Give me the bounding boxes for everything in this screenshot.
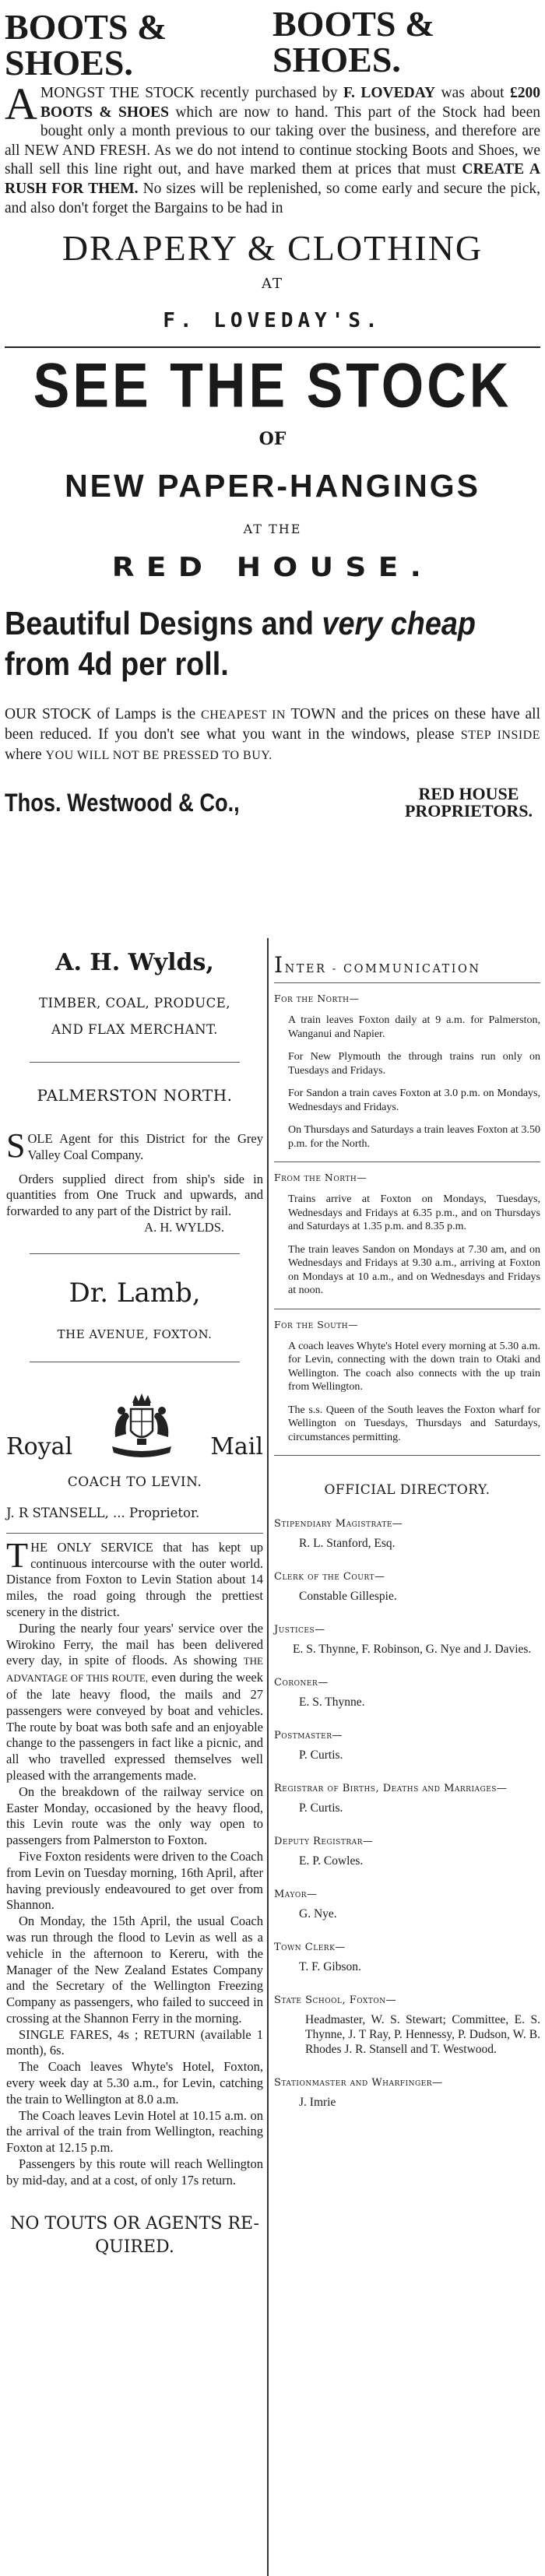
boots-body-f: No sizes will be replenished, so come early and secure the pick, and also don't forget the Bargains to be had in [5, 180, 540, 216]
directory-entry [274, 1994, 540, 2057]
mail-para2-b: THE ADVANTAGE OF THIS ROUTE, [6, 1655, 263, 1685]
directory-entry [274, 1889, 540, 1921]
lamps-e: where [5, 747, 46, 764]
boots-line1-c: recently purchased by [194, 85, 338, 101]
palmerston-north: PALMERSTON NORTH. [37, 1086, 233, 1105]
mail-para5: On Monday, the 15th April, the usual Coach was run through the flood to Levin as well as a vehicle in the afternoon to Kereru, with the Manager of the New Zealand Estates Company and the Secretary of the Wellington Freezing Company as passengers, who failed to succeed in crossing at the Shannon Ferry in the morning. [6, 1914, 263, 2026]
directory-label: Justices— [274, 1624, 325, 1636]
royal-word: Royal [6, 1432, 73, 1460]
directory-value: Headmaster, W. S. Stewart; Committee, E. S. Thynne, J. T Ray, P. Hennessy, P. Dudson, W. B. Rhodes J. R. Stansell and T. Westwood. [305, 2013, 540, 2056]
wylds-sub-2: AND FLAX MERCHANT. [51, 1022, 218, 1037]
mail-para6: The Coach leaves Whyte's Hotel, Foxton, every week day at 5.30 a.m., for Levin, catching the train to Wellington at 8.0 a.m. [6, 2059, 263, 2107]
directory-entry [274, 1783, 540, 1815]
boots-body [5, 79, 541, 218]
wylds-signature: A. H. WYLDS. [144, 1219, 224, 1235]
boots-header [5, 0, 540, 84]
directory-label: Deputy Registrar— [274, 1836, 374, 1847]
south-entry-1: A coach leaves Whyte's Hotel every morning at 5.30 a.m. for Levin, connecting with the down train to Otaki and Wellington. The coach also connects with the up train from Wellington. [288, 1340, 540, 1393]
directory-label: Registrar of Births, Deaths and Marriages— [274, 1783, 508, 1794]
boots-line1-a: MONGST THE [40, 85, 146, 101]
proprietors [405, 785, 533, 820]
dr-lamb: Dr. Lamb, [69, 1277, 201, 1309]
beautiful-b: very cheap [322, 605, 476, 642]
directory-label: Town Clerk— [274, 1942, 346, 1953]
beautiful-c: from 4d per roll. [5, 645, 229, 683]
right-column [274, 930, 540, 2110]
wylds-sub [6, 990, 263, 1043]
mail-fares [6, 2027, 263, 2060]
no-touts [6, 2212, 263, 2259]
directory-entry [274, 1836, 540, 1868]
single-fares-label: SINGLE FARES [19, 2026, 109, 2042]
lamb-address: THE AVENUE, FOXTON. [57, 1327, 213, 1341]
north-entry-1: A train leaves Foxton daily at 9 a.m. for Palmerston, Wanganui and Napier. [288, 1014, 540, 1040]
mail-para2-a: During the nearly four years' service over the Wirokino Ferry, the mail has been delivered every day, in spite of floods. As showing [6, 1620, 263, 1668]
stansell-rule [6, 1533, 263, 1534]
mail-para1 [6, 1534, 263, 1621]
wylds-agent-text: OLE Agent for this District for the Grey Valley Coal Company. [27, 1131, 263, 1162]
directory-entry [274, 1942, 540, 1974]
paper-hangings: NEW PAPER-HANGINGS [65, 468, 480, 504]
at-label: AT [261, 276, 284, 293]
inter-rule [274, 982, 540, 983]
directory-entry [274, 1571, 540, 1604]
mail-word: Mail [210, 1432, 263, 1460]
two-column-section [0, 930, 545, 2576]
royal-mail-header [6, 1390, 263, 1465]
boots-amount: £200 BOOTS & SHOES [40, 85, 541, 121]
no-touts-1: NO TOUTS OR AGENTS RE- [10, 2213, 259, 2233]
stansell-proprietor: J. R STANSELL, ... Proprietor. [6, 1505, 200, 1520]
directory-label: Coroner— [274, 1677, 329, 1689]
mail-para1-text: HE ONLY SERVICE that has kept up continuous intercourse with the outer world. Distance from Foxton to Levin Station about 14 miles, the road going through the prettiest scenery in the district. [6, 1539, 263, 1619]
directory-label: Stipendiary Magistrate— [274, 1518, 403, 1530]
directory-value: E. S. Thynne. [299, 1696, 365, 1709]
directory-value: E. S. Thynne, F. Robinson, G. Nye and J. Davies. [293, 1643, 532, 1656]
section-rule [5, 346, 540, 348]
see-the-stock: SEE THE STOCK [33, 350, 512, 421]
directory-entry [274, 2077, 540, 2110]
westwood-row [5, 785, 540, 820]
boots-title-right: BOOTS & SHOES. [272, 4, 435, 79]
westwood-name: Thos. Westwood & Co., [5, 788, 240, 817]
lamps-d: STEP INSIDE [460, 729, 541, 743]
wylds-rule [30, 1062, 240, 1063]
directory-value: Constable Gillespie. [299, 1590, 397, 1603]
lamps-f: YOU WILL NOT BE PRESSED TO BUY. [45, 749, 272, 763]
directory-value: T. F. Gibson. [299, 1960, 361, 1973]
for-the-north: For the North— [274, 993, 360, 1004]
inter-head-text: NTER - COMMUNICATION [284, 963, 481, 975]
boots-title-left: BOOTS & SHOES. [5, 7, 167, 83]
lamps-b: CHEAPEST IN [201, 708, 286, 722]
beautiful-a: Beautiful Designs and [5, 605, 322, 642]
boots-line1-b: STOCK [145, 85, 195, 101]
loveday-name: F. LOVEDAY'S. [163, 309, 382, 333]
directory-label: Stationmaster and Wharfinger— [274, 2077, 443, 2089]
directory-value: G. Nye. [299, 1907, 337, 1921]
beautiful-designs [5, 603, 540, 684]
fares-b: , 4s ; [108, 2026, 144, 2042]
lamps-paragraph [5, 705, 540, 765]
drop-cap-s: S [6, 1126, 26, 1165]
directory-label: Mayor— [274, 1889, 318, 1900]
loveday-inline: F. LOVEDAY [343, 85, 436, 101]
boots-body-b: was about [435, 85, 511, 101]
mail-para4: Five Foxton residents were driven to the Coach from Levin on Tuesday morning, 16th April, after having previously endeavoured to get over from Shannon. [6, 1848, 263, 1913]
from-north-entry-1: Trains arrive at Foxton on Mondays, Tuesdays, Wednesdays and Fridays at 6.35 p.m., and on Thursdays and Saturdays at 1.35 p.m. and 8.35 p.m. [288, 1193, 540, 1232]
directory-value: R. L. Stanford, Esq. [299, 1537, 396, 1550]
mail-para3: On the breakdown of the railway service on Easter Monday, occasioned by the heavy flood, this Levin route was the only way open to passengers from Palmerston to Foxton. [6, 1784, 263, 1848]
proprietors-line2: PROPRIETORS. [404, 801, 533, 821]
coach-to-levin: COACH TO LEVIN. [67, 1474, 202, 1490]
north-entry-4: On Thursdays and Saturdays a train leaves Foxton at 3.50 p.m. for the North. [288, 1124, 540, 1150]
directory-value: P. Curtis. [299, 1801, 343, 1815]
royal-crest-icon [109, 1390, 174, 1465]
drapery-clothing: DRAPERY & CLOTHING [62, 228, 483, 269]
wylds-orders: Orders supplied direct from ship's side in quantities from One Truck and upwards, and forwarded to any part of the District by rail. [6, 1171, 263, 1219]
official-directory-title: OFFICIAL DIRECTORY. [324, 1482, 490, 1498]
fares-d: (available 1 month), 6s. [6, 2026, 263, 2058]
directory-label: State School, Foxton— [274, 1994, 397, 2006]
wylds-agent [6, 1126, 263, 1165]
left-column [6, 930, 263, 2259]
wylds-name: A. H. Wylds, [55, 949, 214, 976]
lamps-a: OUR STOCK of Lamps is the [5, 706, 202, 723]
south-rule [274, 1455, 540, 1456]
directory-value: P. Curtis. [299, 1748, 343, 1762]
mail-para7: The Coach leaves Levin Hotel at 10.15 a.m. on the arrival of the train from Wellington, reaching Foxton at 12.15 p.m. [6, 2107, 263, 2156]
north-rule [274, 1161, 540, 1162]
boots-body-d: which are now to hand. This part of the Stock had been bought only a month previous to our taking over the business, and therefore are all NEW AND FRESH. As we do not intend to continue stocking Boots and Shoes, we shall sell this line right out, and have marked them at prices that must [5, 104, 540, 178]
directory-entry [274, 1677, 540, 1710]
directory-value: E. P. Cowles. [299, 1854, 364, 1868]
from-north-entry-2: The train leaves Sandon on Mondays at 7.30 am, and on Wednesdays and Fridays at 9.30 a.m., arriving at Foxton on Mondays at 10 a.m., and on Wednesdays and Fridays at noon. [288, 1243, 540, 1296]
inter-communication-heading [274, 952, 540, 978]
directory-label: Postmaster— [274, 1730, 343, 1741]
create-rush: CREATE A RUSH FOR THEM. [5, 161, 541, 197]
mail-para2 [6, 1621, 263, 1784]
red-house-name: RED HOUSE. [111, 552, 434, 584]
north-entry-3: For Sandon a train caves Foxton at 3.0 p.m. on Mondays, Wednesdays and Fridays. [288, 1088, 540, 1113]
from-the-north: From the North— [274, 1172, 367, 1183]
of-label: OF [258, 429, 287, 450]
drop-cap-i: I [274, 952, 285, 978]
directory-label: Clerk of the Court— [274, 1571, 385, 1583]
south-entry-2: The s.s. Queen of the South leaves the Foxton wharf for Wellington on Tuesdays, Thursdays and Saturdays, circumstances permitting. [288, 1404, 540, 1443]
at-the-label: AT THE [243, 522, 302, 537]
directory-value: J. Imrie [299, 2096, 336, 2109]
drop-cap-t: T [6, 1534, 29, 1575]
for-the-south: For the South— [274, 1318, 359, 1330]
lamps-c: TOWN and the prices on these have all been reduced. If you don't see what you want in the windows, please [5, 706, 540, 743]
column-divider [267, 938, 269, 2576]
proprietors-line1: RED HOUSE [418, 784, 519, 804]
mail-para8: Passengers by this route will reach Wellington by mid-day, and at a cost, of only 17s return. [6, 2156, 263, 2188]
no-touts-2: QUIRED. [95, 2237, 174, 2257]
directory-entry [274, 1730, 540, 1762]
return-label: RETURN [143, 2026, 195, 2042]
directory-entry [274, 1518, 540, 1551]
directory-list [274, 1518, 540, 2110]
wylds-sub-1: TIMBER, COAL, PRODUCE, [38, 996, 231, 1010]
mail-para2-c: even during the week of the late heavy flood, the mails and 27 passengers were conveyed by boat and vehicles. The route by boat was both safe and an enjoyable change to the passengers in fact like a picnic, and all who travelled expressed themselves well pleased with the arrangements made. [6, 1670, 263, 1783]
drop-cap-a: A [5, 79, 37, 129]
directory-entry [274, 1624, 540, 1657]
lamb-rule [30, 1253, 240, 1254]
north-entry-2: For New Plymouth the through trains run only on Tuesdays and Fridays. [288, 1051, 540, 1077]
